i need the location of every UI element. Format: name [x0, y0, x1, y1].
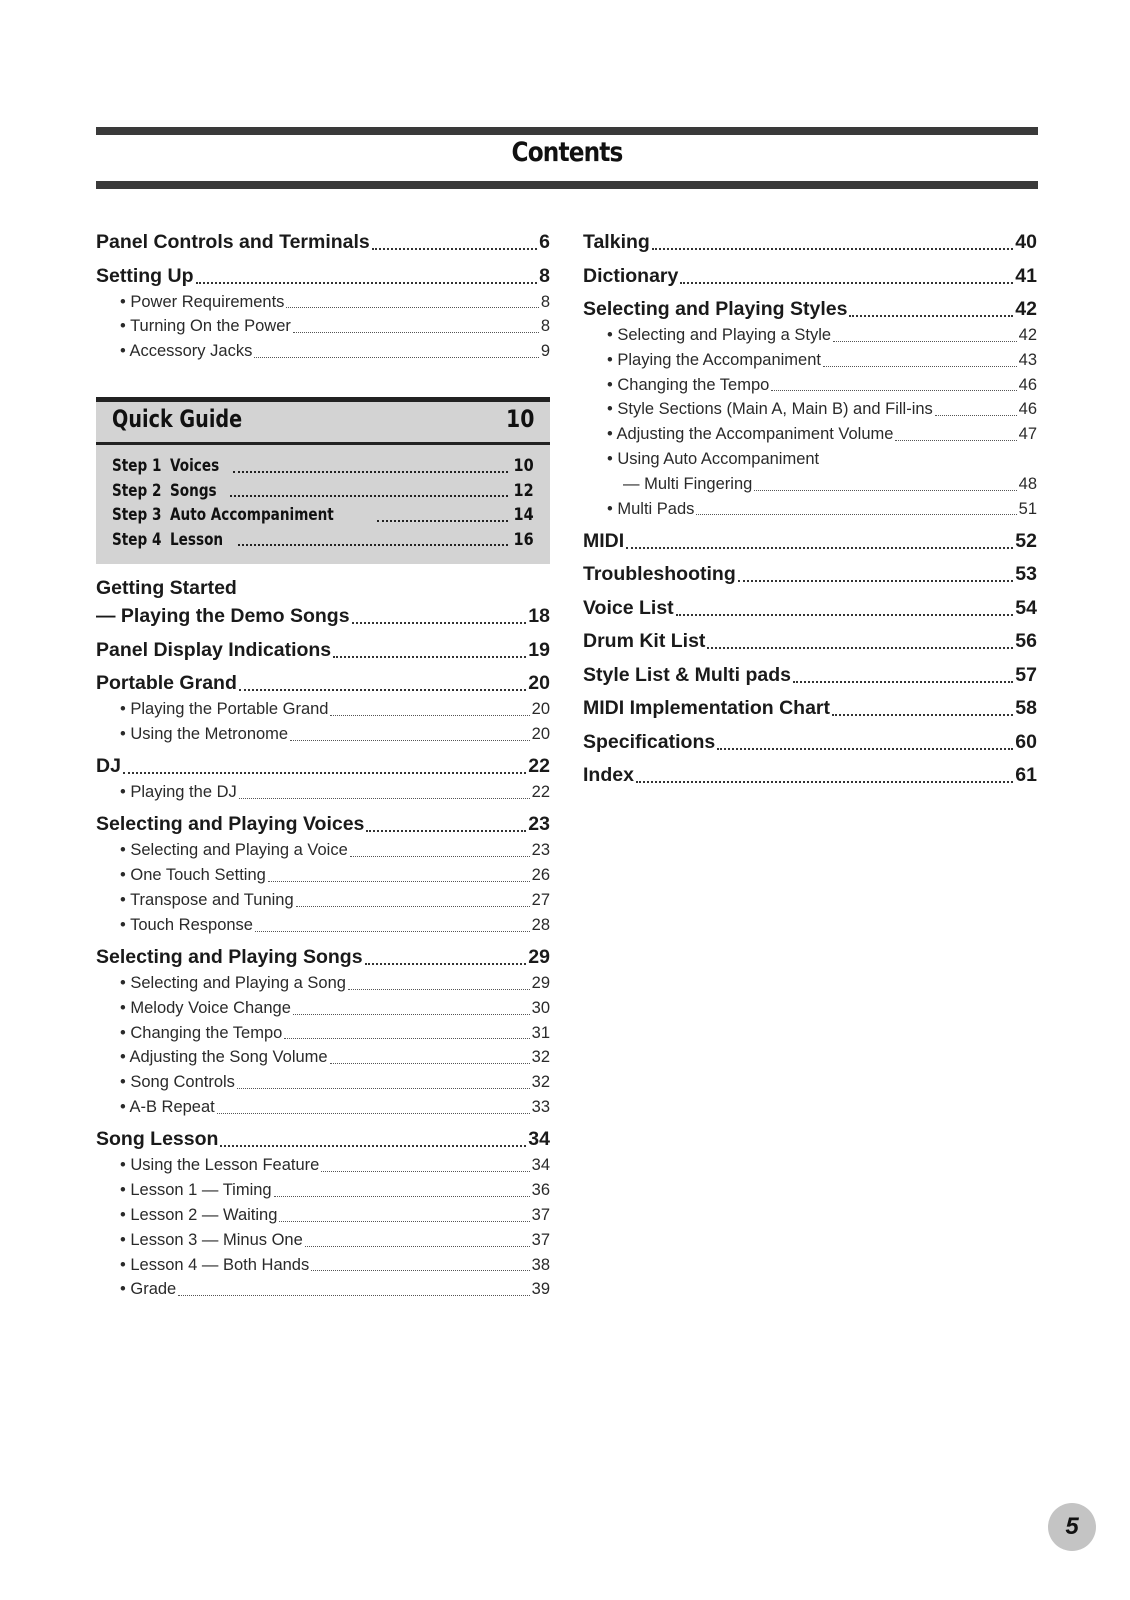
toc-section — [583, 761, 1037, 789]
toc-subentry[interactable] — [96, 722, 550, 747]
page-number-badge: 5 — [1048, 1503, 1096, 1551]
toc-heading-page: 8 — [539, 264, 550, 287]
toc-subentry[interactable] — [583, 373, 1037, 398]
dot-leader — [311, 1270, 529, 1271]
toc-heading-label: — Playing the Demo Songs — [96, 605, 350, 627]
toc-heading-label: Dictionary — [583, 264, 679, 287]
dot-leader — [754, 490, 1016, 491]
dot-leader — [738, 580, 1014, 582]
toc-subentry[interactable] — [96, 971, 550, 996]
dot-leader — [237, 1088, 530, 1089]
toc-section — [96, 262, 550, 364]
toc-heading-label: Setting Up — [96, 264, 194, 287]
toc-section — [583, 661, 1037, 689]
dot-leader — [330, 1063, 530, 1064]
step-label: Voices — [170, 456, 220, 476]
dot-leader — [372, 248, 537, 250]
step-number: Step 2 — [112, 480, 162, 501]
toc-subentry[interactable] — [583, 447, 1037, 472]
toc-heading[interactable] — [96, 1125, 550, 1153]
toc-heading[interactable] — [583, 295, 1037, 323]
toc-subentry-page: 28 — [531, 915, 550, 934]
toc-subentry-label: — Multi Fingering — [623, 474, 753, 493]
quick-guide-step[interactable] — [112, 528, 534, 553]
toc-subentry-label: • Playing the Accompaniment — [607, 350, 821, 369]
step-page: 10 — [513, 456, 534, 476]
toc-subentry-page: 46 — [1018, 400, 1037, 419]
toc-subentry-page: 42 — [1018, 326, 1037, 344]
toc-subentry-page: 34 — [531, 1156, 550, 1175]
toc-subentry-page: 8 — [540, 317, 550, 336]
toc-heading-line1 — [96, 574, 550, 602]
dot-leader — [217, 1113, 530, 1114]
left-bottom-entries — [96, 574, 550, 1302]
toc-heading[interactable] — [583, 262, 1037, 290]
dot-leader — [717, 748, 1013, 750]
dot-leader — [636, 781, 1013, 783]
toc-subentry-label: • Using the Lesson Feature — [120, 1156, 320, 1175]
toc-subentry-page: 27 — [531, 890, 550, 909]
toc-subentry[interactable] — [96, 1253, 550, 1278]
toc-heading[interactable] — [96, 943, 550, 971]
toc-heading-label: Style List & Multi pads — [583, 663, 792, 686]
toc-heading[interactable] — [583, 627, 1037, 655]
toc-section — [583, 295, 1037, 521]
toc-subentry-label: • Adjusting the Song Volume — [120, 1048, 328, 1067]
title-rule-top — [96, 127, 1038, 135]
toc-heading-label: Drum Kit List — [583, 630, 706, 653]
toc-subentry-label: • Adjusting the Accompaniment Volume — [607, 425, 894, 444]
toc-subentry[interactable] — [583, 422, 1037, 447]
toc-heading-page: 53 — [1015, 563, 1037, 586]
toc-heading-label: Selecting and Playing Voices — [96, 813, 365, 836]
toc-heading-label: MIDI Implementation Chart — [583, 697, 831, 720]
toc-heading-label: Talking — [583, 231, 650, 253]
toc-section — [583, 527, 1037, 555]
dot-leader — [123, 772, 526, 774]
toc-subentry[interactable] — [96, 838, 550, 863]
dot-leader — [833, 341, 1017, 342]
dot-leader — [286, 307, 538, 308]
toc-subentry-label: • Using the Metronome — [120, 724, 289, 743]
quick-guide-step[interactable] — [112, 454, 534, 479]
toc-heading-page: 56 — [1015, 630, 1037, 653]
toc-subentry[interactable] — [96, 314, 550, 339]
dot-leader — [321, 1171, 529, 1172]
dot-leader — [793, 681, 1013, 683]
dot-leader — [350, 856, 530, 857]
dot-leader — [274, 1196, 530, 1197]
toc-subentry-page: 22 — [531, 783, 550, 802]
toc-subentry-label: • Using Auto Accompaniment — [607, 449, 820, 468]
toc-section — [96, 636, 550, 664]
toc-section — [583, 262, 1037, 290]
toc-heading-label: Portable Grand — [96, 672, 237, 694]
dot-leader — [196, 282, 538, 284]
toc-heading-page: 57 — [1015, 663, 1037, 686]
toc-subentry-page: 32 — [531, 1073, 550, 1092]
step-label: Songs — [170, 480, 217, 501]
toc-section — [96, 752, 550, 805]
toc-heading[interactable] — [583, 527, 1037, 555]
quick-guide-step[interactable] — [112, 479, 534, 504]
toc-heading-page: 34 — [528, 1128, 550, 1151]
toc-heading-label: Troubleshooting — [583, 563, 736, 586]
quick-guide-title: Quick Guide — [112, 405, 243, 433]
step-label: Auto Accompaniment — [170, 505, 334, 525]
quick-guide-box — [96, 397, 550, 564]
dot-leader — [279, 1221, 529, 1222]
toc-subentry[interactable] — [96, 1277, 550, 1302]
toc-subentry-label: • Lesson 1 — Timing — [120, 1181, 272, 1200]
step-number: Step 3 — [112, 505, 162, 525]
toc-subentry[interactable] — [583, 497, 1037, 522]
toc-heading[interactable] — [583, 228, 1037, 256]
toc-subentry-page: 51 — [1018, 499, 1037, 518]
step-page: 12 — [513, 480, 534, 501]
dot-leader — [239, 798, 530, 799]
toc-heading-page: 40 — [1015, 231, 1037, 253]
toc-heading-page: 23 — [528, 813, 550, 836]
toc-heading[interactable] — [583, 761, 1037, 789]
dot-leader — [832, 714, 1013, 716]
toc-subentry-page: 30 — [531, 998, 550, 1017]
dot-leader — [254, 357, 538, 358]
toc-subentry-page: 43 — [1018, 350, 1037, 369]
toc-subentry-label: • Playing the DJ — [120, 783, 237, 802]
toc-subentry-label: • Transpose and Tuning — [120, 890, 294, 909]
toc-subentry-label: • Playing the Portable Grand — [120, 700, 329, 718]
step-page: 16 — [513, 529, 534, 550]
toc-subentry[interactable] — [96, 1203, 550, 1228]
dot-leader — [895, 440, 1016, 441]
dot-leader — [352, 622, 527, 624]
toc-heading[interactable] — [583, 728, 1037, 756]
toc-heading-page: 54 — [1015, 596, 1037, 619]
toc-subentry-label: • Lesson 3 — Minus One — [120, 1230, 303, 1249]
toc-heading[interactable] — [583, 594, 1037, 622]
toc-subentry-page: 23 — [531, 841, 550, 860]
toc-section — [583, 560, 1037, 588]
toc-heading-label: MIDI — [583, 529, 625, 552]
dot-leader — [233, 471, 508, 473]
quick-guide-step[interactable] — [112, 503, 534, 528]
toc-subentry-label: • Changing the Tempo — [120, 1023, 283, 1042]
toc-heading-page: 22 — [528, 755, 550, 778]
toc-subentry-label: • Selecting and Playing a Style — [607, 326, 832, 344]
toc-subentry[interactable] — [583, 472, 1037, 497]
toc-heading[interactable] — [96, 228, 550, 256]
step-number: Step 1 — [112, 456, 162, 476]
toc-section — [583, 627, 1037, 655]
dot-leader — [652, 248, 1013, 250]
page-title: Contents — [511, 137, 623, 168]
dot-leader — [377, 520, 509, 522]
dot-leader — [296, 906, 530, 907]
toc-subentry-label: • Style Sections (Main A, Main B) and Fill-ins — [607, 400, 933, 419]
toc-heading-page: 18 — [528, 605, 550, 627]
toc-subentry[interactable] — [96, 1095, 550, 1120]
toc-heading-line1-text: Getting Started — [96, 577, 237, 599]
toc-subentry[interactable] — [96, 1178, 550, 1203]
toc-subentry-label: • One Touch Setting — [120, 866, 266, 885]
dot-leader — [255, 931, 530, 932]
toc-heading[interactable] — [583, 694, 1037, 722]
toc-heading-page: 60 — [1015, 730, 1037, 753]
toc-heading[interactable] — [583, 560, 1037, 588]
toc-heading-label: Panel Controls and Terminals — [96, 231, 370, 253]
dot-leader — [293, 1014, 530, 1015]
quick-guide-page[interactable]: 10 — [505, 405, 534, 433]
toc-heading-label: Selecting and Playing Songs — [96, 946, 363, 969]
toc-section — [583, 228, 1037, 256]
toc-subentry[interactable] — [583, 348, 1037, 373]
toc-subentry-page: 48 — [1018, 474, 1037, 493]
toc-subentry-label: • Touch Response — [120, 915, 253, 934]
toc-heading[interactable] — [96, 810, 550, 838]
toc-heading-page: 19 — [528, 638, 550, 661]
dot-leader — [290, 740, 530, 741]
toc-subentry[interactable] — [96, 1153, 550, 1178]
toc-heading-label: Selecting and Playing Styles — [583, 298, 848, 320]
toc-subentry[interactable] — [583, 397, 1037, 422]
toc-heading[interactable] — [96, 636, 550, 664]
toc-section — [96, 810, 550, 937]
dot-leader — [293, 332, 539, 333]
toc-heading[interactable] — [96, 602, 550, 630]
toc-subentry[interactable] — [96, 888, 550, 913]
toc-subentry[interactable] — [96, 1021, 550, 1046]
toc-heading-label: DJ — [96, 755, 121, 778]
toc-subentry-label: • A-B Repeat — [120, 1098, 215, 1117]
toc-subentry[interactable] — [96, 863, 550, 888]
dot-leader — [935, 415, 1017, 416]
title-rule-bottom — [96, 181, 1038, 189]
toc-subentry[interactable] — [96, 290, 550, 315]
toc-heading[interactable] — [583, 661, 1037, 689]
toc-heading[interactable] — [96, 262, 550, 290]
toc-subentry[interactable] — [96, 996, 550, 1021]
toc-subentry-page: 8 — [540, 292, 550, 311]
dot-leader — [284, 1038, 529, 1039]
step-number: Step 4 — [112, 529, 162, 550]
toc-subentry-label: • Grade — [120, 1280, 177, 1299]
toc-section — [583, 728, 1037, 756]
toc-subentry-label: • Song Controls — [120, 1073, 235, 1092]
toc-subentry-page: 20 — [531, 724, 550, 743]
toc-subentry-page: 47 — [1018, 425, 1037, 444]
toc-heading-page: 6 — [539, 231, 550, 253]
dot-leader — [305, 1246, 530, 1247]
dot-leader — [365, 963, 527, 965]
dot-leader — [626, 547, 1013, 549]
toc-section — [583, 694, 1037, 722]
toc-heading-page: 52 — [1015, 529, 1037, 552]
toc-subentry[interactable] — [96, 1228, 550, 1253]
dot-leader — [849, 315, 1013, 317]
toc-subentry-page: 38 — [531, 1255, 550, 1274]
toc-section — [96, 1125, 550, 1302]
toc-subentry[interactable] — [96, 697, 550, 722]
left-top-entries — [96, 228, 550, 364]
toc-subentry[interactable] — [96, 1070, 550, 1095]
toc-heading-label: Index — [583, 764, 634, 787]
dot-leader — [268, 881, 530, 882]
toc-subentry-page: 20 — [531, 700, 550, 718]
dot-leader — [178, 1295, 529, 1296]
toc-subentry-label: • Selecting and Playing a Voice — [120, 841, 348, 860]
toc-subentry-label: • Accessory Jacks — [120, 342, 253, 361]
toc-subentry-page: 29 — [531, 974, 550, 993]
toc-section — [583, 594, 1037, 622]
toc-subentry[interactable] — [96, 913, 550, 938]
dot-leader — [333, 656, 526, 658]
toc-subentry-label: • Multi Pads — [607, 499, 695, 518]
step-label: Lesson — [170, 529, 224, 550]
toc-heading-page: 58 — [1015, 697, 1037, 720]
dot-leader — [220, 1145, 526, 1147]
step-page: 14 — [513, 505, 534, 525]
toc-subentry[interactable] — [96, 1045, 550, 1070]
dot-leader — [680, 282, 1013, 284]
toc-section — [96, 228, 550, 256]
toc-heading[interactable] — [96, 752, 550, 780]
dot-leader — [676, 614, 1014, 616]
toc-subentry-page: 36 — [531, 1181, 550, 1200]
quick-guide-header — [96, 402, 550, 445]
toc-subentry-page: 31 — [531, 1023, 550, 1042]
toc-section — [96, 574, 550, 630]
toc-section — [96, 669, 550, 747]
toc-heading[interactable] — [96, 669, 550, 697]
toc-subentry-page: 46 — [1018, 375, 1037, 394]
toc-subentry-page: 33 — [531, 1098, 550, 1117]
dot-leader — [230, 495, 508, 497]
toc-subentry-label: • Lesson 2 — Waiting — [120, 1205, 278, 1224]
dot-leader — [696, 514, 1016, 515]
toc-subentry[interactable] — [96, 339, 550, 364]
toc-heading-label: Panel Display Indications — [96, 638, 332, 661]
toc-section — [96, 943, 550, 1120]
toc-heading-page: 20 — [528, 672, 550, 694]
toc-subentry[interactable] — [583, 323, 1037, 348]
toc-heading-label: Specifications — [583, 730, 716, 753]
toc-heading-page: 41 — [1015, 264, 1037, 287]
toc-heading-page: 29 — [528, 946, 550, 969]
dot-leader — [239, 689, 526, 691]
toc-subentry-label: • Selecting and Playing a Song — [120, 974, 346, 993]
toc-subentry-label: • Melody Voice Change — [120, 998, 291, 1017]
dot-leader — [823, 366, 1017, 367]
dot-leader — [330, 715, 529, 716]
toc-subentry-label: • Turning On the Power — [120, 317, 291, 336]
toc-subentry-page: 9 — [540, 342, 550, 361]
toc-subentry[interactable] — [96, 780, 550, 805]
contents-right-column — [583, 228, 1037, 789]
toc-heading-label: Voice List — [583, 596, 674, 619]
toc-subentry-page: 37 — [531, 1230, 550, 1249]
toc-subentry-page: 26 — [531, 866, 550, 885]
toc-heading-page: 61 — [1015, 764, 1037, 787]
toc-heading-page: 42 — [1015, 298, 1037, 320]
dot-leader — [771, 390, 1016, 391]
quick-guide-steps — [112, 454, 534, 552]
toc-subentry-page: 37 — [531, 1205, 550, 1224]
toc-subentry-label: • Lesson 4 — Both Hands — [120, 1255, 310, 1274]
toc-subentry-label: • Changing the Tempo — [607, 375, 770, 394]
dot-leader — [238, 544, 508, 546]
toc-subentry-page: 32 — [531, 1048, 550, 1067]
dot-leader — [707, 647, 1013, 649]
toc-subentry-page: 39 — [531, 1280, 550, 1299]
dot-leader — [348, 989, 530, 990]
dot-leader — [366, 830, 526, 832]
toc-heading-label: Song Lesson — [96, 1128, 219, 1151]
toc-subentry-label: • Power Requirements — [120, 292, 285, 311]
